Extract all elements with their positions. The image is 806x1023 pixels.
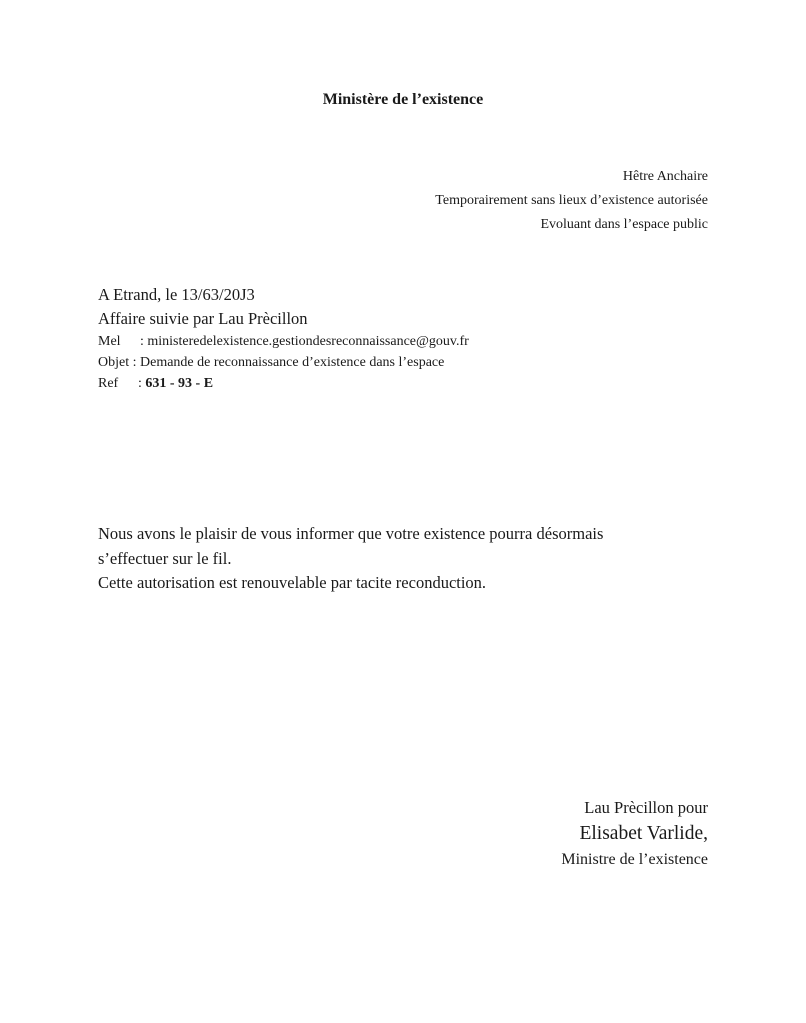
signature-name: Elisabet Varlide,	[579, 823, 708, 844]
body-line-1: Nous avons le plaisir de vous informer que votre existence pourra désormais	[98, 524, 604, 543]
ref-separator: :	[138, 376, 146, 391]
objet-line	[98, 352, 469, 373]
ref-label: Ref	[98, 376, 119, 391]
signature-on-behalf: Lau Prècillon pour	[584, 798, 708, 817]
objet-label: Objet	[98, 355, 130, 370]
recipient-name: Hêtre Anchaire	[622, 169, 708, 184]
ministry-title: Ministère de l’existence	[322, 91, 484, 108]
signature-block	[561, 796, 708, 872]
place-date: A Etrand, le 13/63/20J3	[98, 285, 255, 304]
ref-value: 631 - 93 - E	[145, 376, 214, 391]
signature-role: Ministre de l’existence	[561, 851, 708, 868]
mel-value: : ministeredelexistence.gestiondesreconnaissance@gouv.fr	[140, 334, 469, 349]
recipient-status: Temporairement sans lieux d’existence autorisée	[435, 193, 708, 208]
objet-value: : Demande de reconnaissance d’existence dans l’espace	[129, 355, 445, 370]
body-line-2: s’effectuer sur le fil.	[98, 548, 232, 568]
mel-line	[98, 331, 469, 352]
followed-by: Affaire suivie par Lau Prècillon	[98, 309, 308, 328]
ref-line	[98, 373, 469, 394]
mel-label: Mel	[98, 334, 121, 349]
body-line-3: Cette autorisation est renouvelable par tacite reconduction.	[98, 573, 487, 592]
letter-meta	[98, 283, 469, 394]
recipient-block	[435, 165, 708, 237]
recipient-location: Evoluant dans l’espace public	[540, 217, 708, 232]
letter-body	[98, 522, 718, 596]
